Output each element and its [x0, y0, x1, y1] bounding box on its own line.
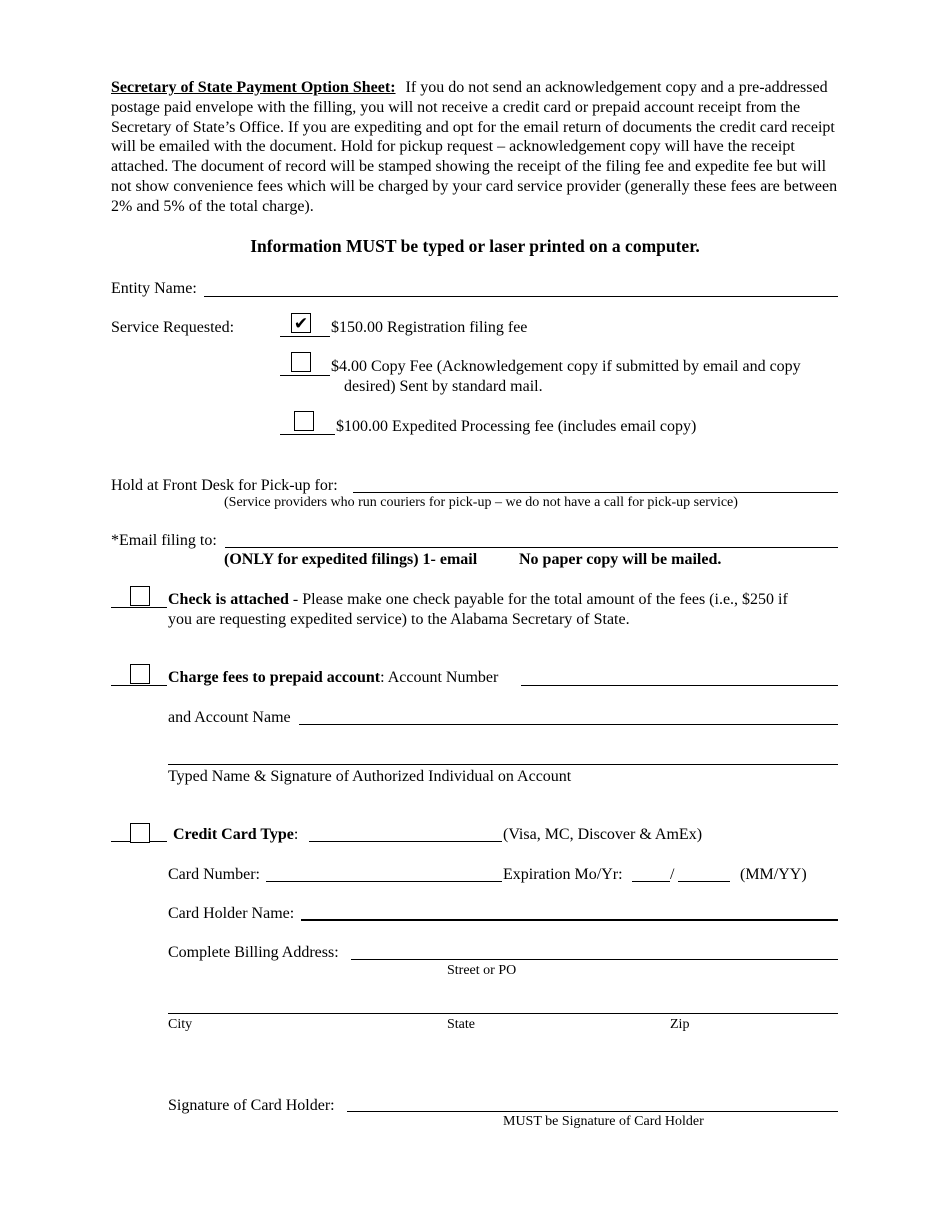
card-type-label — [173, 825, 298, 844]
billing-street-field[interactable] — [351, 959, 838, 960]
service-expedite-checkbox[interactable] — [294, 411, 314, 431]
check-blank — [111, 607, 167, 608]
card-number-field[interactable] — [266, 881, 502, 882]
card-type-colon: : — [293, 826, 299, 843]
expiration-separator: / — [670, 866, 675, 883]
check-attached-text: - Please make one check payable for the total amount of the fees (i.e., $250 if — [288, 591, 788, 608]
service-150-checkbox[interactable] — [291, 313, 311, 333]
account-number-field[interactable] — [521, 685, 838, 686]
entity-name-field[interactable] — [204, 296, 838, 297]
email-note-expedited: (ONLY for expedited filings) 1- email — [224, 551, 478, 568]
hold-note: (Service providers who run couriers for pick-up – we do not have a call for pick-up service) — [224, 495, 738, 510]
service-copy-blank — [280, 375, 330, 376]
service-150-blank — [280, 336, 330, 337]
service-expedite-label: $100.00 Expedited Processing fee (includes email copy) — [336, 418, 697, 435]
card-type-hint: (Visa, MC, Discover & AmEx) — [503, 826, 703, 843]
check-attached-line1 — [168, 590, 788, 609]
service-requested-label: Service Requested: — [111, 319, 235, 336]
service-copy-label-line2: desired) Sent by standard mail. — [344, 378, 543, 395]
email-note-no-paper: No paper copy will be mailed. — [519, 551, 722, 568]
zip-caption: Zip — [670, 1017, 690, 1032]
prepaid-account-label-bold: Charge fees to prepaid account — [168, 669, 381, 686]
checkmark-icon: ✔ — [293, 313, 309, 333]
expiration-month-field[interactable] — [632, 881, 670, 882]
service-copy-label-line1: $4.00 Copy Fee (Acknowledgement copy if submitted by email and copy — [331, 358, 801, 375]
card-holder-name-field[interactable] — [301, 919, 838, 921]
expiration-year-field[interactable] — [678, 881, 730, 882]
street-caption: Street or PO — [447, 963, 517, 978]
service-expedite-blank — [280, 434, 335, 435]
billing-city-state-zip-field[interactable] — [168, 1013, 838, 1014]
card-type-field[interactable] — [309, 841, 502, 842]
intro-body: If you do not send an acknowledgement copy and a pre-addressed postage paid envelope with the filling, you will not receive a credit card or prepaid account receipt from the Secretary of State’s Office. If you are expediting and opt for the email return of documents the credit card receipt will be emailed with the document. Hold for pickup request – acknowledgement copy will have the receipt attached. The document of record will be stamped showing the receipt of the filing fee and expedite fee but will not show convenience fees which will be charged by your card service provider (generally these fees are between 2% and 5% of the total charge). — [111, 79, 838, 215]
intro-paragraph — [111, 78, 841, 217]
prepaid-account-checkbox[interactable] — [130, 664, 150, 684]
expiration-label: Expiration Mo/Yr: — [503, 866, 623, 883]
authorized-signature-caption: Typed Name & Signature of Authorized Individual on Account — [168, 768, 572, 785]
card-holder-signature-label: Signature of Card Holder: — [168, 1097, 335, 1114]
credit-card-checkbox[interactable] — [130, 823, 150, 843]
check-attached-line2: you are requesting expedited service) to the Alabama Secretary of State. — [168, 611, 630, 628]
intro-heading: Secretary of State Payment Option Sheet: — [111, 79, 396, 96]
account-name-label: and Account Name — [168, 709, 291, 726]
check-attached-label: Check is attached — [168, 591, 289, 608]
prepaid-blank — [111, 685, 167, 686]
state-caption: State — [447, 1017, 475, 1032]
hold-field[interactable] — [353, 492, 838, 493]
service-150-label: $150.00 Registration filing fee — [331, 319, 528, 336]
card-holder-signature-caption: MUST be Signature of Card Holder — [503, 1114, 704, 1129]
email-label: *Email filing to: — [111, 532, 217, 549]
prepaid-account-label-rest: : Account Number — [380, 669, 499, 686]
card-number-label: Card Number: — [168, 866, 260, 883]
card-holder-name-label: Card Holder Name: — [168, 905, 295, 922]
email-field[interactable] — [225, 547, 838, 548]
authorized-signature-field[interactable] — [168, 764, 838, 765]
city-caption: City — [168, 1017, 193, 1032]
card-type-label-bold: Credit Card Type — [173, 826, 294, 843]
service-copy-checkbox[interactable] — [291, 352, 311, 372]
prepaid-account-label — [168, 668, 498, 687]
hold-label: Hold at Front Desk for Pick-up for: — [111, 477, 338, 494]
entity-name-label: Entity Name: — [111, 280, 197, 297]
billing-address-label: Complete Billing Address: — [168, 944, 339, 961]
check-attached-checkbox[interactable] — [130, 586, 150, 606]
expiration-format-hint: (MM/YY) — [740, 866, 807, 883]
card-holder-signature-field[interactable] — [347, 1111, 838, 1112]
typing-notice: Information MUST be typed or laser printed on a computer. — [250, 236, 700, 256]
account-name-field[interactable] — [299, 724, 838, 725]
